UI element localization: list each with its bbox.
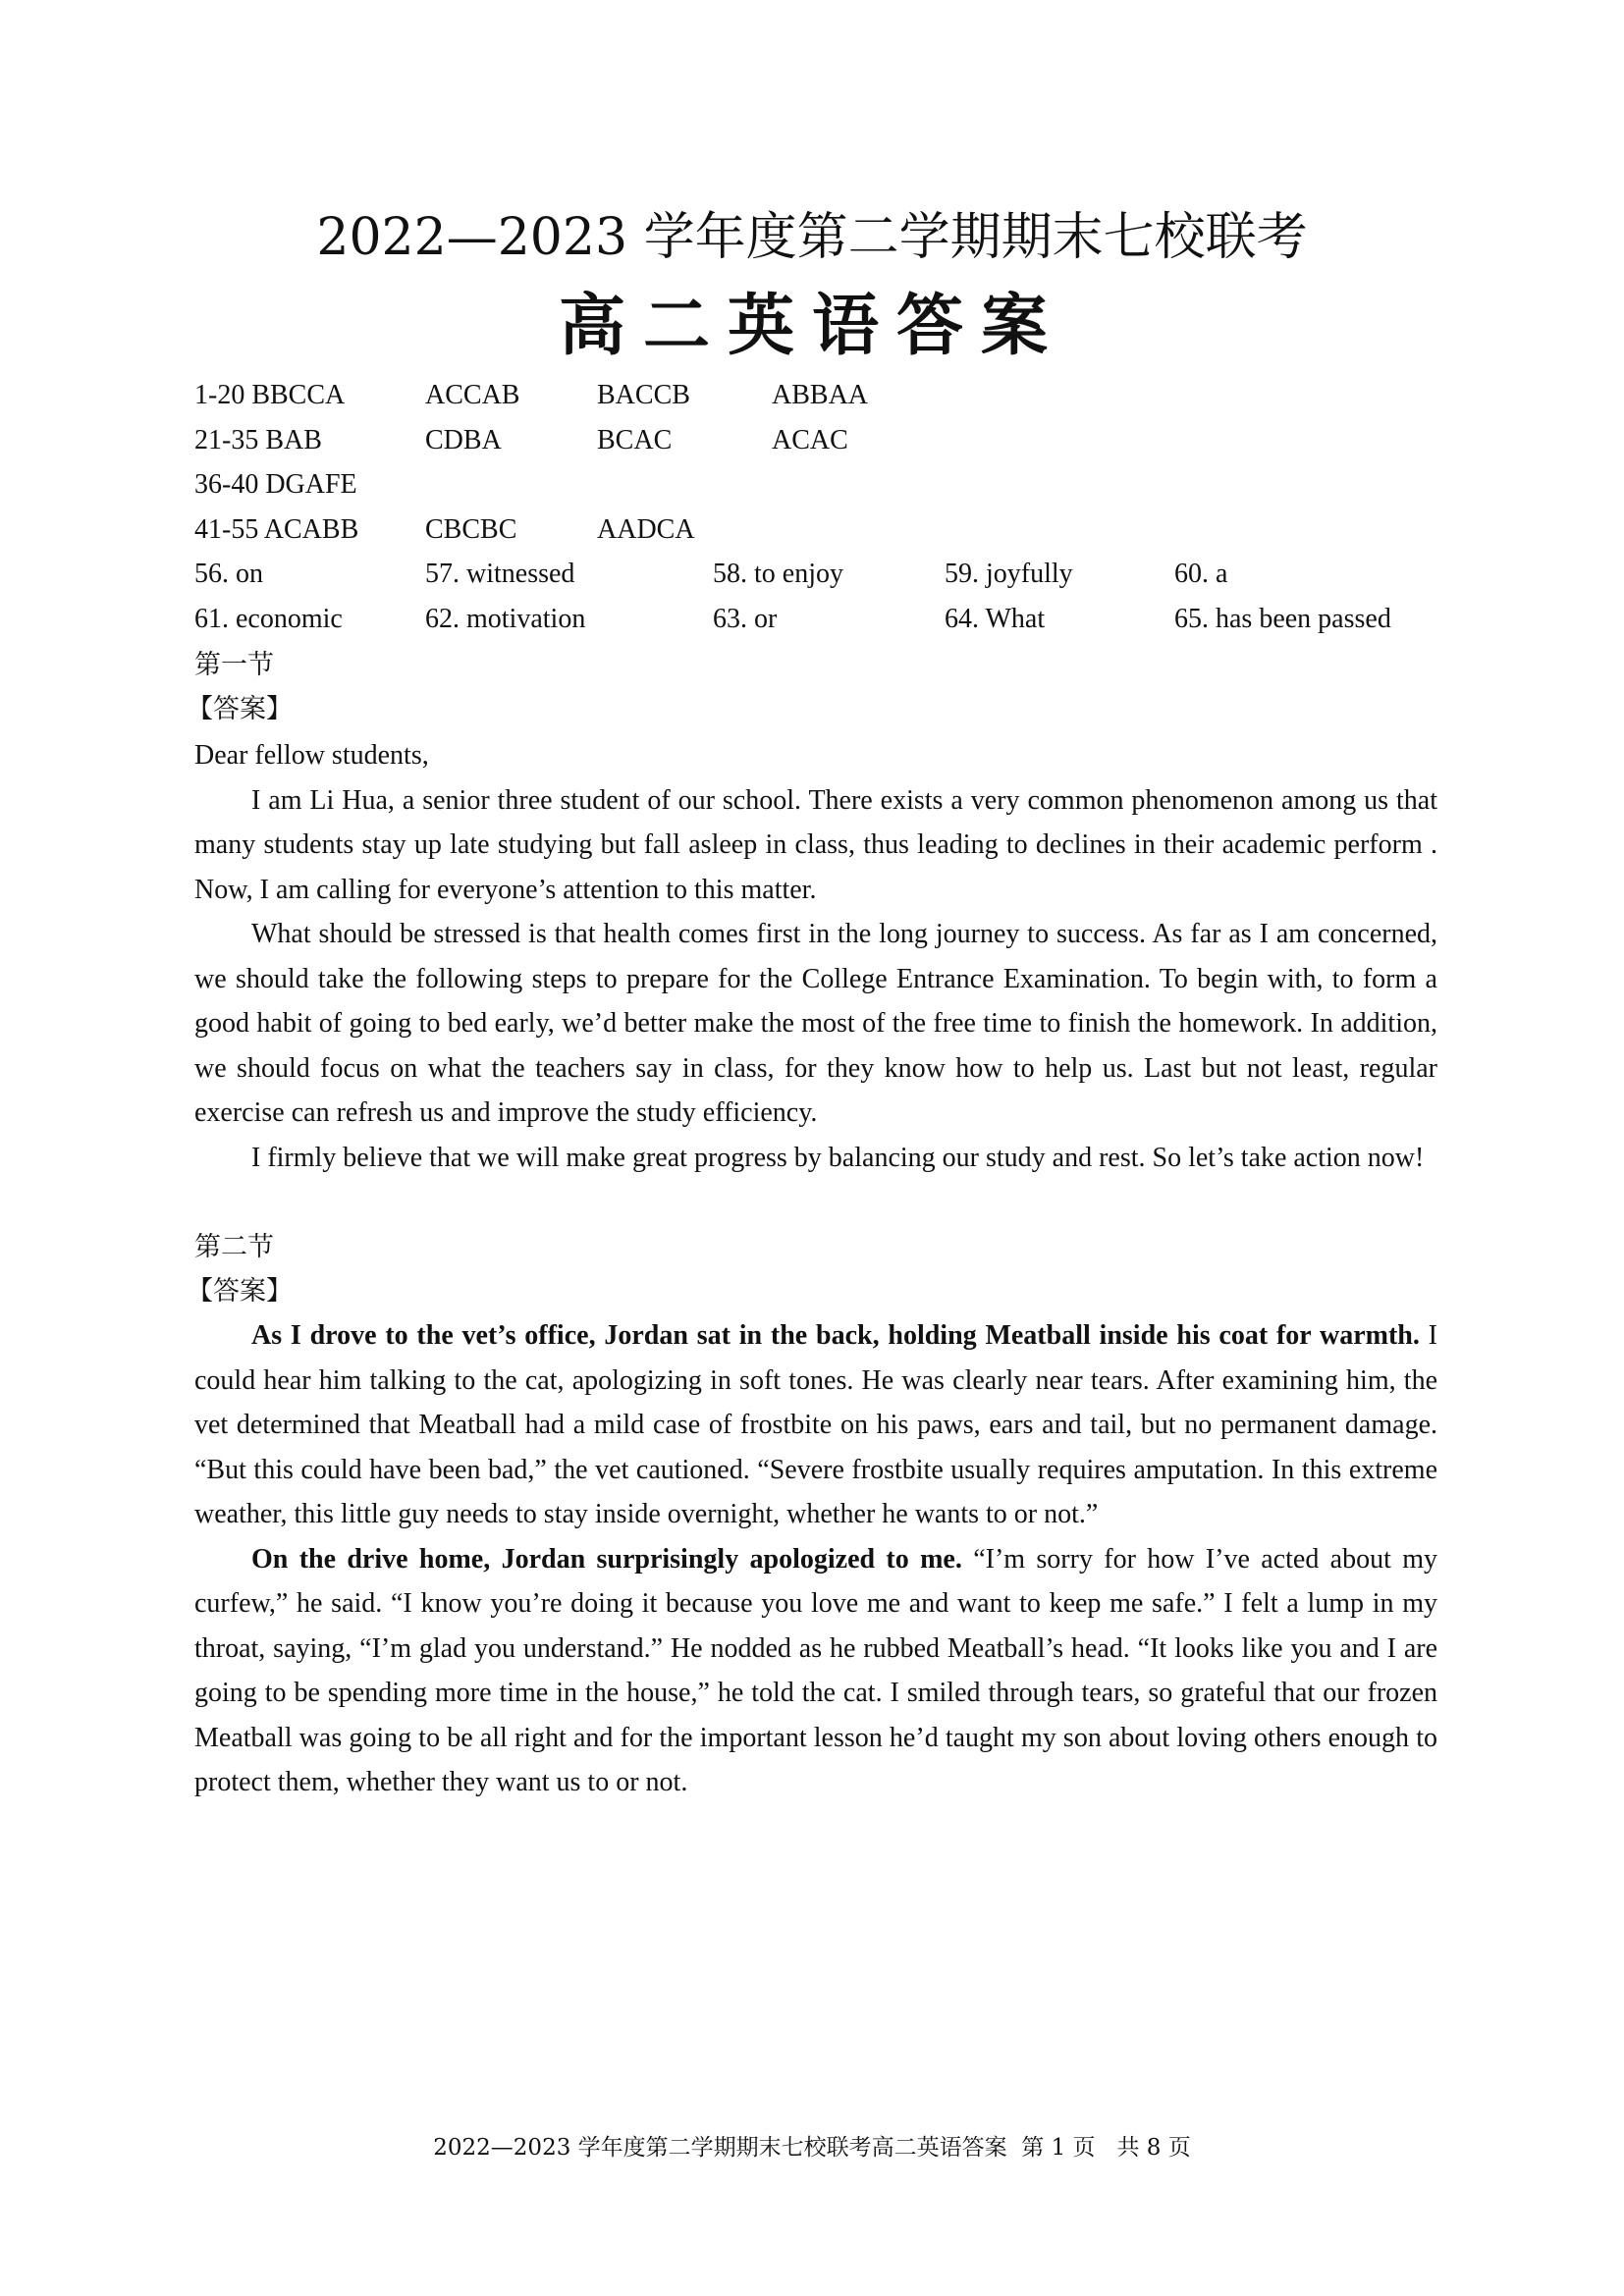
story-text: “I’m sorry for how I’ve acted about my curfew,” he said. “I know you’re doing it because you love me and want to keep me safe.” I felt a lump in my throat, saying, “I’m glad you understand.” He nodded as he rubbed Meatball’s head. “It looks like you and I are going to be spending more time in the house,” he told the cat. I smiled through tears, so grateful that our frozen Meatball was going to be all right and for the important lesson he’d taught my son about loving others enough to protect them, whether they want us to or not. <box>194 1543 1437 1797</box>
essay-paragraph: I am Li Hua, a senior three student of our school. There exists a very common phenomenon among us that many students stay up late studying but fall asleep in class, thus leading to declines in their academic perform . Now, I am calling for everyone’s attention to this matter. <box>194 784 1437 905</box>
section1-heading: 第一节 <box>194 650 274 680</box>
page-title: 2022—2023 学年度第二学期期末七校联考 <box>316 208 1308 267</box>
answer-row <box>194 418 1471 463</box>
answer-item: 65. has been passed <box>1174 603 1391 634</box>
answer-group: AADCA <box>597 513 695 545</box>
answer-group: 21-35 BAB <box>194 424 322 455</box>
essay-paragraph: What should be stressed is that health comes first in the long journey to success. As far as I am concerned, we should take the following steps to prepare for the College Entrance Examination. To begin with, to form a good habit of going to bed early, we’d better make the most of the free time to finish the homework. In addition, we should focus on what the teachers say in class, for they know how to help us. Last but not least, regular exercise can refresh us and improve the study efficiency. <box>194 919 1437 1128</box>
answer-row <box>194 597 1471 642</box>
answer-item: 63. or <box>713 603 778 634</box>
answer-group: ACAC <box>772 424 848 455</box>
essay-paragraph: I firmly believe that we will make great progress by balancing our study and rest. So let’s take action now! <box>251 1142 1425 1173</box>
answer-item: 58. to enjoy <box>713 559 843 589</box>
answer-group: BCAC <box>597 424 673 455</box>
answer-item: 62. motivation <box>425 603 586 634</box>
answer-group: CBCBC <box>425 513 517 545</box>
answer-row <box>194 507 1471 553</box>
story-opening-sentence: On the drive home, Jordan surprisingly apologized to me. <box>251 1543 962 1575</box>
answer-row <box>194 552 1471 597</box>
answer-item: 61. economic <box>194 603 343 634</box>
section2-answer-label: 【答案】 <box>187 1276 293 1307</box>
answer-item: 64. What <box>945 603 1046 634</box>
story-opening-sentence: As I drove to the vet’s office, Jordan sat in the back, holding Meatball inside his coat for warmth. <box>251 1320 1420 1351</box>
answer-row <box>194 373 1471 418</box>
answer-item: 59. joyfully <box>945 559 1073 589</box>
section1-answer-label: 【答案】 <box>187 694 293 724</box>
essay-greeting: Dear fellow students, <box>194 740 429 771</box>
section2-heading: 第二节 <box>194 1232 274 1262</box>
answer-group: 41-55 ACABB <box>194 513 359 545</box>
answer-group: 1-20 BBCCA <box>194 380 346 410</box>
story-text: I could hear him talking to the cat, apologizing in soft tones. He was clearly near tears. After examining him, the vet determined that Meatball had a mild case of frostbite on his paws, ears and tail, but no permanent damage. “But this could have been bad,” the vet cautioned. “Severe frostbite usually requires amputation. In this extreme weather, this little guy needs to stay inside overnight, whether he wants to or not.” <box>194 1320 1437 1529</box>
page-subtitle: 高二英语答案 <box>558 288 1065 365</box>
section2-story <box>194 1313 1437 1805</box>
answer-row <box>194 462 1471 507</box>
answer-group: BACCB <box>597 380 690 410</box>
answer-group: CDBA <box>425 424 502 455</box>
answer-group: ABBAA <box>772 380 869 410</box>
story-paragraph <box>194 1313 1437 1537</box>
page-footer: 2022—2023 学年度第二学期期末七校联考高二英语答案 第 1 页 共 8 页 <box>433 2135 1191 2161</box>
answer-item: 56. on <box>194 559 263 589</box>
answer-item: 60. a <box>1174 559 1228 589</box>
answer-group: ACCAB <box>425 380 520 410</box>
answer-group: 36-40 DGAFE <box>194 469 357 500</box>
answer-key <box>194 373 1471 641</box>
answer-item: 57. witnessed <box>425 559 575 589</box>
section1-essay <box>194 733 1437 1180</box>
story-paragraph <box>194 1537 1437 1805</box>
